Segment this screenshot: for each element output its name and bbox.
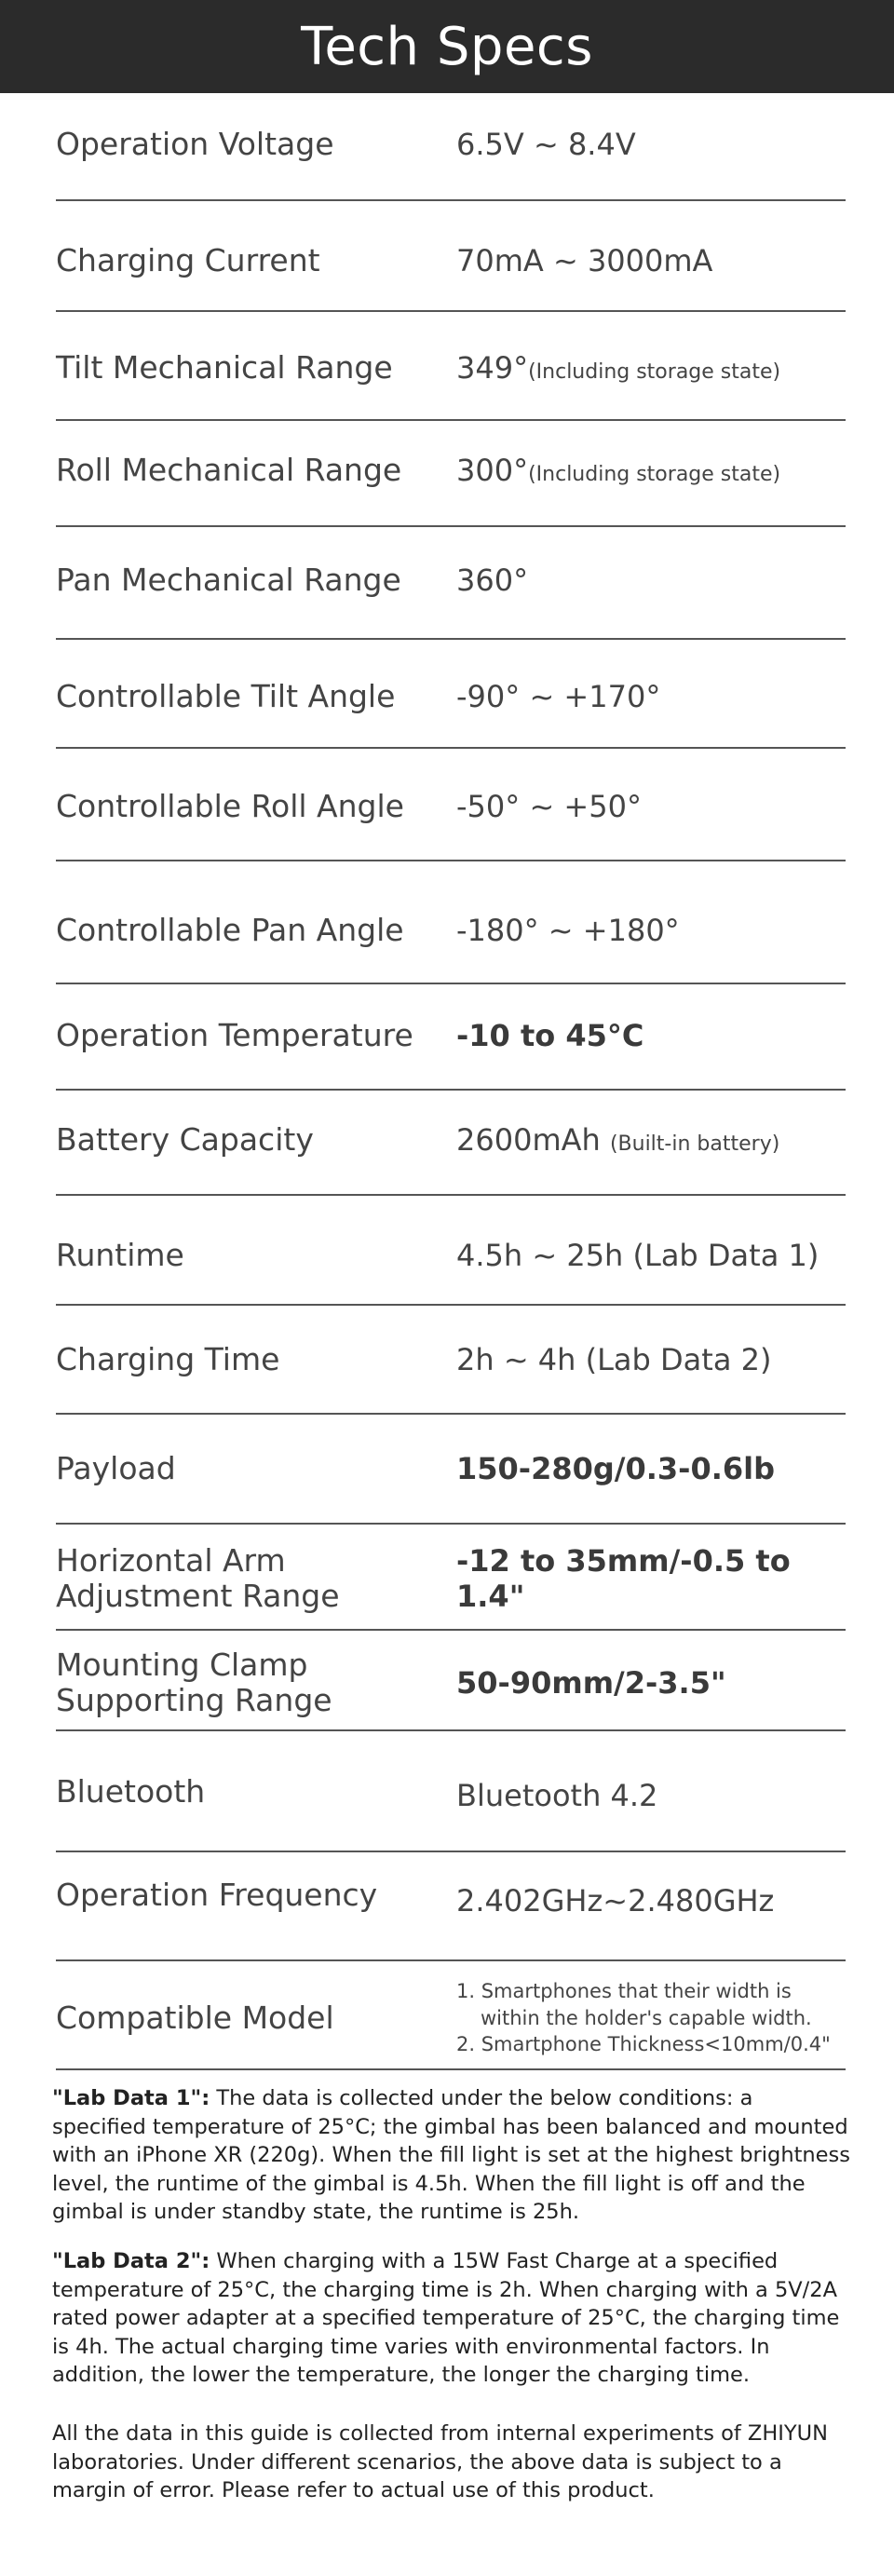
spec-row-battery-capacity bbox=[0, 1107, 894, 1173]
spec-value: -12 to 35mm/-0.5 to 1.4" bbox=[456, 1543, 791, 1614]
spec-row-roll-mechanical-range bbox=[0, 438, 894, 503]
spec-label: Charging Time bbox=[56, 1341, 280, 1378]
spec-label: Payload bbox=[56, 1450, 176, 1487]
spec-row-operation-voltage bbox=[0, 112, 894, 177]
row-divider bbox=[56, 983, 846, 984]
spec-value bbox=[456, 1122, 857, 1158]
spec-value: -10 to 45°C bbox=[456, 1018, 644, 1053]
spec-value-main: 2600mAh bbox=[456, 1122, 601, 1158]
spec-value bbox=[456, 350, 857, 386]
note-text: The data is collected under the below conditions: a specified temperature of 25°C; the gimbal has been balanced and mounted with an iPhone XR (220g). When the fill light is set at the highest brightness level, the runtime of the gimbal is 4.5h. When the fill light is off and the gimbal is under standby state, the runtime is 25h. bbox=[52, 2086, 850, 2225]
spec-label: Compatible Model bbox=[56, 2000, 334, 2037]
row-divider bbox=[56, 1959, 846, 1961]
row-divider bbox=[56, 2068, 846, 2070]
spec-row-bluetooth bbox=[0, 1765, 894, 1830]
row-divider bbox=[56, 310, 846, 312]
spec-label: Operation Voltage bbox=[56, 126, 334, 163]
spec-value-main: 300° bbox=[456, 453, 529, 488]
spec-row-pan-mechanical-range bbox=[0, 548, 894, 613]
spec-value bbox=[456, 453, 857, 488]
spec-value: 360° bbox=[456, 563, 529, 598]
spec-label: Mounting Clamp Supporting Range bbox=[56, 1647, 332, 1718]
spec-row-operation-frequency bbox=[0, 1874, 894, 1939]
footnotes bbox=[52, 2084, 853, 2526]
spec-label: Operation Temperature bbox=[56, 1017, 413, 1054]
spec-value-note: (Built-in battery) bbox=[609, 1132, 780, 1156]
spec-label: Controllable Roll Angle bbox=[56, 788, 404, 825]
spec-value-main: 349° bbox=[456, 350, 529, 386]
spec-label: Operation Frequency bbox=[56, 1877, 378, 1913]
spec-value: 70mA ~ 3000mA bbox=[456, 243, 713, 278]
row-divider bbox=[56, 199, 846, 201]
row-divider bbox=[56, 1851, 846, 1852]
row-divider bbox=[56, 1194, 846, 1196]
note-title: "Lab Data 2": bbox=[52, 2248, 210, 2273]
row-divider bbox=[56, 638, 846, 640]
spec-value: 2.402GHz~2.480GHz bbox=[456, 1883, 775, 1918]
spec-label: Controllable Tilt Angle bbox=[56, 678, 396, 715]
row-divider bbox=[56, 1523, 846, 1525]
spec-value: Bluetooth 4.2 bbox=[456, 1778, 658, 1813]
spec-row-runtime bbox=[0, 1223, 894, 1288]
row-divider bbox=[56, 419, 846, 421]
spec-label: Controllable Pan Angle bbox=[56, 912, 404, 949]
spec-row-charging-time bbox=[0, 1327, 894, 1392]
spec-value-note: (Including storage state) bbox=[528, 360, 781, 384]
spec-row-controllable-pan-angle bbox=[0, 898, 894, 963]
spec-value: 2h ~ 4h (Lab Data 2) bbox=[456, 1342, 772, 1377]
disclaimer: All the data in this guide is collected from internal experiments of ZHIYUN laboratories. Under different scenarios, the above data is subject to a margin of error. Please refer to actual use of this product. bbox=[52, 2420, 828, 2503]
spec-row-mounting-clamp-supporting-range bbox=[0, 1641, 894, 1725]
row-divider bbox=[56, 747, 846, 749]
row-divider bbox=[56, 1729, 846, 1731]
lab-data-1-note bbox=[52, 2084, 853, 2227]
spec-label: Bluetooth bbox=[56, 1773, 206, 1810]
spec-label: Pan Mechanical Range bbox=[56, 562, 401, 599]
row-divider bbox=[56, 1629, 846, 1631]
spec-label: Roll Mechanical Range bbox=[56, 452, 402, 489]
spec-value: 6.5V ~ 8.4V bbox=[456, 127, 636, 162]
spec-value: -50° ~ +50° bbox=[456, 789, 642, 824]
spec-value: -90° ~ +170° bbox=[456, 679, 661, 714]
page-header bbox=[0, 0, 894, 93]
spec-label: Tilt Mechanical Range bbox=[56, 349, 393, 386]
lab-data-2-note bbox=[52, 2247, 853, 2390]
spec-row-horizontal-arm-adjustment-range bbox=[0, 1537, 894, 1620]
spec-row-payload bbox=[0, 1436, 894, 1501]
spec-label: Horizontal Arm Adjustment Range bbox=[56, 1542, 340, 1614]
row-divider bbox=[56, 1089, 846, 1091]
page-title: Tech Specs bbox=[301, 16, 593, 77]
spec-label: Battery Capacity bbox=[56, 1121, 314, 1159]
spec-row-controllable-tilt-angle bbox=[0, 664, 894, 729]
spec-value: 50-90mm/2-3.5" bbox=[456, 1665, 726, 1701]
row-divider bbox=[56, 525, 846, 527]
spec-row-tilt-mechanical-range bbox=[0, 335, 894, 400]
row-divider bbox=[56, 1304, 846, 1306]
note-text: When charging with a 15W Fast Charge at a specified temperature of 25°C, the charging time is 2h. When charging with a 5V/2A rated power adapter at a specified temperature of 25°C, the charging time is 4h. The actual charging time varies with environmental factors. In addition, the lower the temperature, the longer the charging time. bbox=[52, 2248, 840, 2388]
row-divider bbox=[56, 1413, 846, 1415]
note-title: "Lab Data 1": bbox=[52, 2086, 210, 2110]
list-item: 2. Smartphone Thickness<10mm/0.4" bbox=[456, 2033, 831, 2056]
spec-value-note: (Including storage state) bbox=[528, 463, 781, 486]
spec-row-controllable-roll-angle bbox=[0, 774, 894, 839]
spec-row-charging-current bbox=[0, 228, 894, 293]
spec-label: Charging Current bbox=[56, 242, 320, 279]
list-item: 1. Smartphones that their width is within the holder's capable width. bbox=[456, 1980, 812, 2029]
spec-value: 150-280g/0.3-0.6lb bbox=[456, 1451, 775, 1486]
spec-label: Runtime bbox=[56, 1237, 184, 1274]
spec-value: -180° ~ +180° bbox=[456, 913, 680, 948]
spec-value: 4.5h ~ 25h (Lab Data 1) bbox=[456, 1238, 820, 1273]
spec-row-operation-temperature bbox=[0, 1003, 894, 1068]
spec-row-compatible-model bbox=[0, 1973, 894, 2064]
compatible-model-list bbox=[456, 1978, 847, 2057]
row-divider bbox=[56, 860, 846, 861]
